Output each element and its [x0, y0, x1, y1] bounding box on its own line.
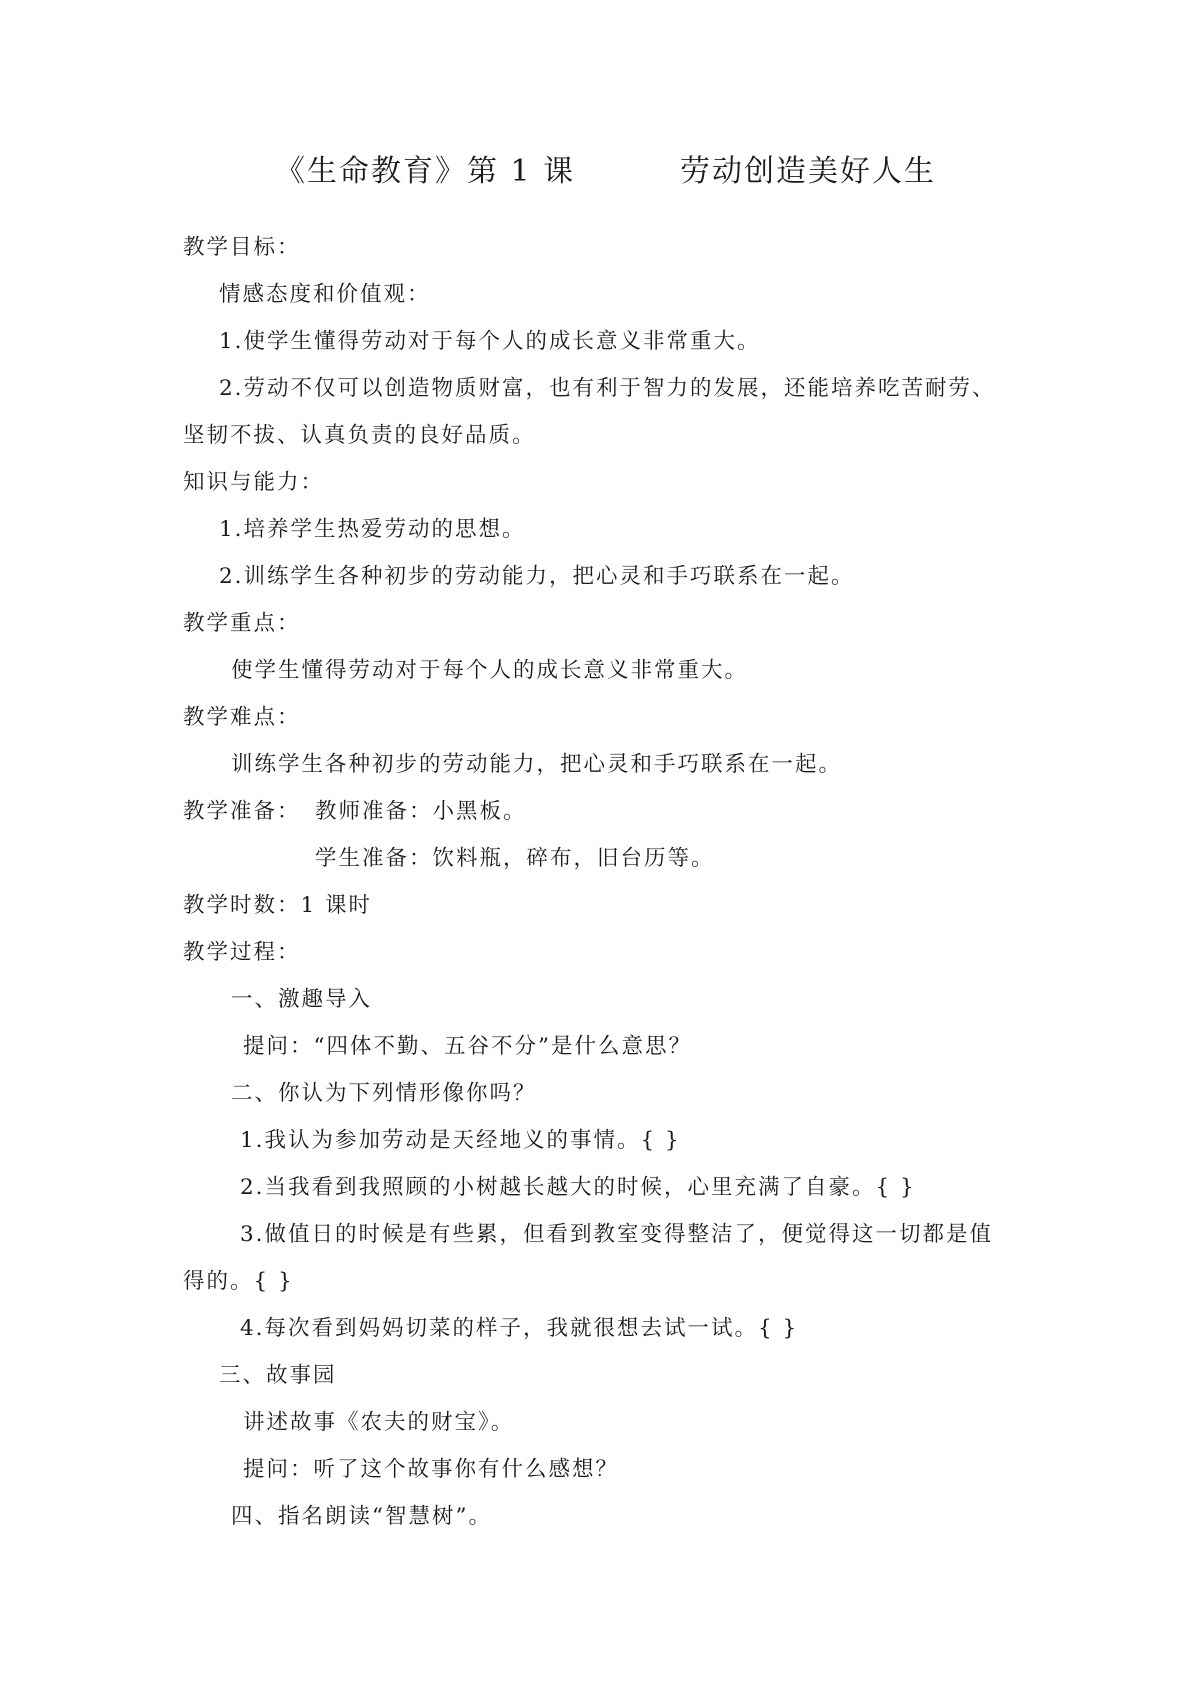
process-step-heading: 三、故事园: [219, 1363, 337, 1388]
process-step-heading: 一、激趣导入: [231, 987, 373, 1012]
process-step-heading: 二、你认为下列情形像你吗？: [231, 1081, 537, 1106]
section-heading-goals: 教学目标：: [183, 235, 301, 260]
teacher-preparation: 教师准备：小黑板。: [315, 799, 527, 824]
goal-item: 1.使学生懂得劳动对于每个人的成长意义非常重大。: [219, 329, 761, 354]
section-heading-duration: 教学时数：1 课时: [183, 893, 373, 918]
knowledge-item: 1.培养学生热爱劳动的思想。: [219, 517, 526, 542]
knowledge-item: 2.训练学生各种初步的劳动能力，把心灵和手巧联系在一起。: [219, 564, 855, 589]
self-check-item: 4.每次看到妈妈切菜的样子，我就很想去试一试。{ }: [240, 1316, 799, 1341]
section-heading-key-points: 教学重点：: [183, 611, 301, 636]
self-check-item: 1.我认为参加劳动是天经地义的事情。{ }: [240, 1128, 681, 1153]
subheading-emotion: 情感态度和价值观：: [219, 282, 431, 307]
goal-item-continued: 坚韧不拔、认真负责的良好品质。: [183, 423, 536, 448]
process-question: 提问：“四体不勤、五谷不分”是什么意思？: [243, 1034, 692, 1059]
process-step-heading: 四、指名朗读“智慧树”。: [231, 1504, 492, 1529]
goal-item: 2.劳动不仅可以创造物质财富，也有利于智力的发展，还能培养吃苦耐劳、: [219, 376, 996, 401]
section-heading-difficulties: 教学难点：: [183, 705, 301, 730]
story-text: 讲述故事《农夫的财宝》。: [243, 1410, 515, 1435]
process-question: 提问：听了这个故事你有什么感想？: [243, 1457, 620, 1482]
subheading-knowledge: 知识与能力：: [183, 470, 325, 495]
document-title: [0, 150, 1191, 194]
title-course: 《生命教育》第 1 课: [275, 154, 576, 189]
section-heading-preparation: 教学准备：: [183, 799, 301, 824]
self-check-item: 2.当我看到我照顾的小树越长越大的时候，心里充满了自豪。{ }: [240, 1175, 916, 1200]
difficulty-text: 训练学生各种初步的劳动能力，把心灵和手巧联系在一起。: [231, 752, 843, 777]
self-check-item-continued: 得的。{ }: [183, 1269, 294, 1294]
title-topic: 劳动创造美好人生: [680, 154, 936, 189]
student-preparation: 学生准备：饮料瓶，碎布，旧台历等。: [315, 846, 715, 871]
self-check-item: 3.做值日的时候是有些累，但看到教室变得整洁了，便觉得这一切都是值: [240, 1222, 994, 1247]
section-heading-process: 教学过程：: [183, 940, 301, 965]
key-point-text: 使学生懂得劳动对于每个人的成长意义非常重大。: [231, 658, 749, 683]
